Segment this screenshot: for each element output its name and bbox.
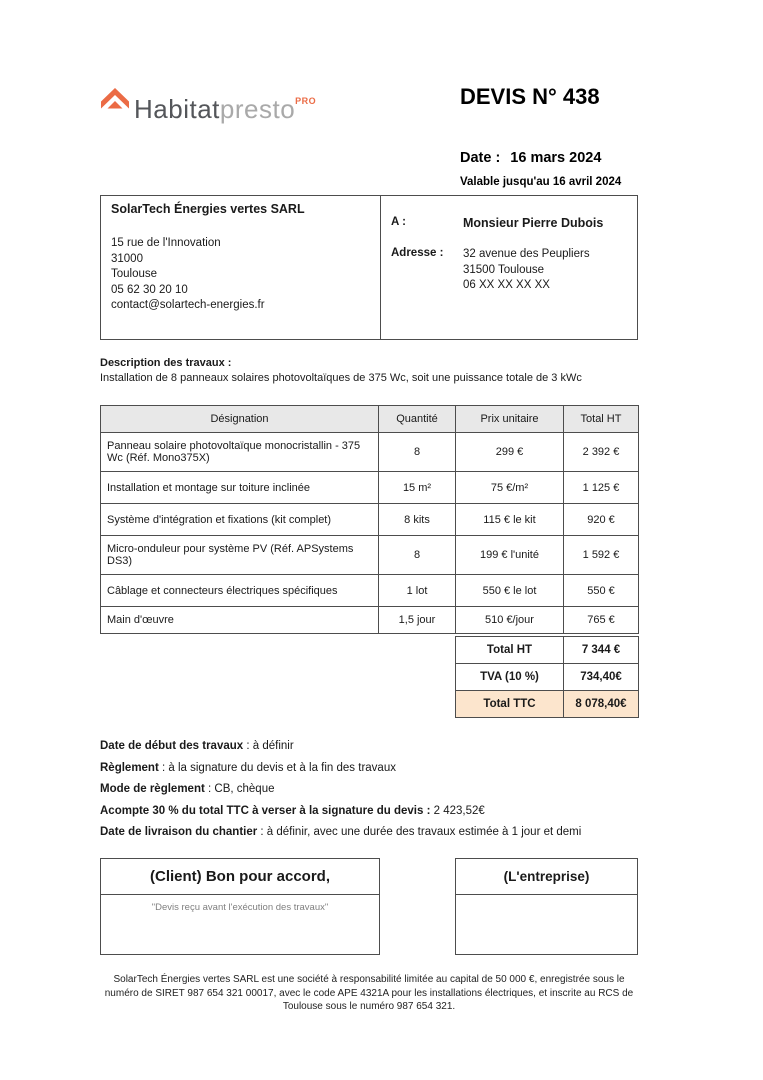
tva-row xyxy=(456,664,639,691)
condition-value: 2 423,52€ xyxy=(430,804,485,817)
date-value: 16 mars 2024 xyxy=(510,150,602,166)
col-header-quantity: Quantité xyxy=(379,406,456,433)
logo-wordmark xyxy=(134,86,316,124)
item-quantity: 8 kits xyxy=(379,504,456,536)
col-header-total-ht: Total HT xyxy=(564,406,639,433)
tva-value: 734,40€ xyxy=(564,664,639,691)
habitatpresto-logo xyxy=(100,86,316,124)
company-address-line: 15 rue de l'Innovation xyxy=(111,237,221,249)
total-ttc-row xyxy=(456,691,639,718)
item-unit-price: 299 € xyxy=(456,433,564,472)
client-signature-box xyxy=(100,858,380,955)
works-description-label: Description des travaux : xyxy=(100,357,232,369)
client-name: Monsieur Pierre Dubois xyxy=(463,216,604,230)
item-designation: Installation et montage sur toiture inclinée xyxy=(101,472,379,504)
item-unit-price: 550 € le lot xyxy=(456,575,564,607)
company-address-line: Toulouse xyxy=(111,268,158,280)
document-title: DEVIS N° 438 xyxy=(460,84,600,109)
client-address-line: 32 avenue des Peupliers xyxy=(463,248,590,260)
logo-text-habitat: Habitat xyxy=(134,94,220,124)
client-address-row xyxy=(391,247,627,294)
condition-value: : à définir, avec une durée des travaux estimée à 1 jour et demi xyxy=(257,826,582,838)
table-row xyxy=(101,536,639,575)
address-label: Adresse : xyxy=(391,247,444,259)
item-designation: Système d'intégration et fixations (kit complet) xyxy=(101,504,379,536)
condition-payment-method xyxy=(100,779,638,801)
works-description-text: Installation de 8 panneaux solaires photovoltaïques de 375 Wc, soit une puissance totale de 3 kWc xyxy=(100,372,582,384)
client-address-line: 31500 Toulouse xyxy=(463,263,544,276)
items-header-row xyxy=(101,406,639,433)
validity-note: Valable jusqu'au 16 avril 2024 xyxy=(460,176,622,188)
item-total: 1 592 € xyxy=(564,536,639,575)
logo-text-pro: PRO xyxy=(295,96,317,106)
condition-start-date xyxy=(100,736,638,758)
condition-delivery-date xyxy=(100,822,638,844)
client-signature-title: (Client) Bon pour accord, xyxy=(101,859,379,895)
condition-payment xyxy=(100,758,638,780)
date-label: Date : xyxy=(460,150,501,166)
item-quantity: 15 m² xyxy=(379,472,456,504)
table-row xyxy=(101,504,639,536)
company-address-line: 31000 xyxy=(111,252,143,265)
company-block xyxy=(101,196,381,339)
item-designation: Main d'œuvre xyxy=(101,607,379,634)
item-designation: Panneau solaire photovoltaïque monocristallin - 375 Wc (Réf. Mono375X) xyxy=(101,433,379,472)
item-total: 550 € xyxy=(564,575,639,607)
client-signature-note: "Devis reçu avant l'exécution des travaux" xyxy=(151,902,329,913)
item-quantity: 8 xyxy=(379,433,456,472)
item-designation: Micro-onduleur pour système PV (Réf. APSystems DS3) xyxy=(101,536,379,575)
client-to-row xyxy=(391,216,627,230)
table-row xyxy=(101,607,639,634)
habitatpresto-house-arrow-icon xyxy=(100,87,130,117)
item-total: 765 € xyxy=(564,607,639,634)
col-header-designation: Désignation xyxy=(101,406,379,433)
item-designation: Câblage et connecteurs électriques spécifiques xyxy=(101,575,379,607)
company-name: SolarTech Énergies vertes SARL xyxy=(111,202,305,216)
company-signature-title: (L'entreprise) xyxy=(456,859,637,895)
item-total: 920 € xyxy=(564,504,639,536)
to-label: A : xyxy=(391,216,406,228)
legal-footer: SolarTech Énergies vertes SARL est une société à responsabilité limitée au capital de 50 000 €, enregistrée sous le numéro de SIRET 987 654 321 00017, avec le code APE 4321A pour les installations électriques, et inscrite au RCS de Toulouse sous le numéro 987 654 321. xyxy=(104,974,634,1012)
item-total: 2 392 € xyxy=(564,433,639,472)
item-unit-price: 115 € le kit xyxy=(456,504,564,536)
total-ttc-value: 8 078,40€ xyxy=(564,691,639,718)
tva-label: TVA (10 %) xyxy=(456,664,564,691)
item-unit-price: 510 €/jour xyxy=(456,607,564,634)
condition-label: Date de livraison du chantier xyxy=(100,826,258,838)
condition-value: : à la signature du devis et à la fin des travaux xyxy=(158,761,396,774)
conditions-section xyxy=(100,736,638,844)
client-block xyxy=(381,196,637,339)
condition-label: Mode de règlement xyxy=(100,783,205,795)
condition-label: Acompte 30 % du total TTC à verser à la signature du devis : xyxy=(100,804,431,817)
parties-box xyxy=(100,195,638,340)
company-phone: 05 62 30 20 10 xyxy=(111,283,188,296)
total-ht-value: 7 344 € xyxy=(564,637,639,664)
condition-label: Règlement xyxy=(100,761,159,774)
condition-value: : CB, chèque xyxy=(204,783,275,795)
totals-table xyxy=(455,636,639,718)
items-table xyxy=(100,405,639,634)
total-ht-label: Total HT xyxy=(456,637,564,664)
table-row xyxy=(101,575,639,607)
document-date xyxy=(460,150,601,166)
company-signature-box xyxy=(455,858,638,955)
company-email: contact@solartech-energies.fr xyxy=(111,299,265,311)
item-quantity: 8 xyxy=(379,536,456,575)
client-phone: 06 XX XX XX XX xyxy=(463,279,550,291)
total-ht-row xyxy=(456,637,639,664)
total-ttc-label: Total TTC xyxy=(456,691,564,718)
item-total: 1 125 € xyxy=(564,472,639,504)
condition-value: : à définir xyxy=(243,740,294,752)
table-row xyxy=(101,472,639,504)
condition-label: Date de début des travaux xyxy=(100,740,244,752)
table-row xyxy=(101,433,639,472)
item-quantity: 1,5 jour xyxy=(379,607,456,634)
item-unit-price: 75 €/m² xyxy=(456,472,564,504)
col-header-unit-price: Prix unitaire xyxy=(456,406,564,433)
item-quantity: 1 lot xyxy=(379,575,456,607)
logo-text-presto: presto xyxy=(219,94,296,124)
client-address xyxy=(463,247,590,294)
item-unit-price: 199 € l'unité xyxy=(456,536,564,575)
condition-deposit xyxy=(100,801,638,823)
